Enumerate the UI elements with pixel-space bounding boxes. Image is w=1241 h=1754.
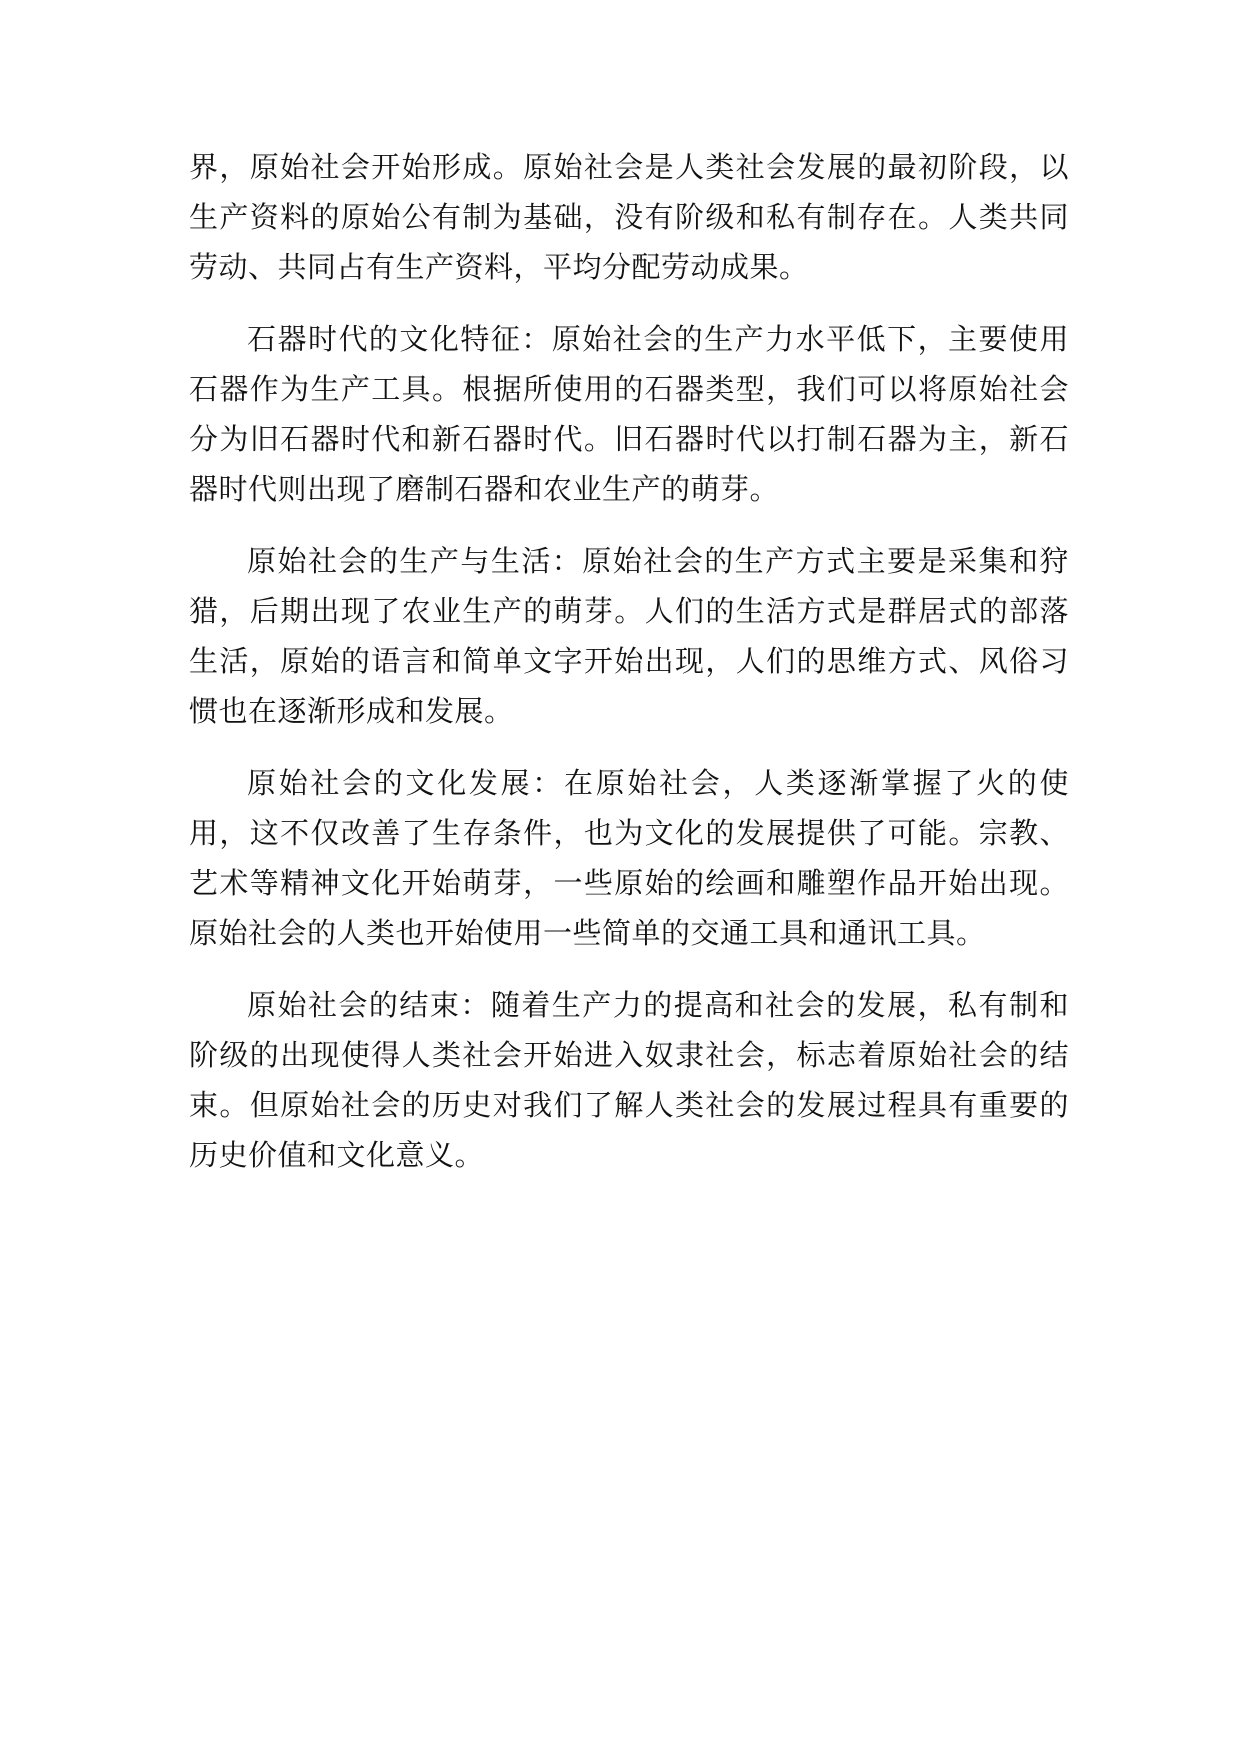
paragraph-4: 原始社会的文化发展：在原始社会，人类逐渐掌握了火的使用，这不仅改善了生存条件，也为文化的发展提供了可能。宗教、艺术等精神文化开始萌芽，一些原始的绘画和雕塑作品开始出现。原始社会的人类也开始使用一些简单的交通工具和通讯工具。 xyxy=(189,766,1069,950)
paragraph-2: 石器时代的文化特征：原始社会的生产力水平低下，主要使用石器作为生产工具。根据所使用的石器类型，我们可以将原始社会分为旧石器时代和新石器时代。旧石器时代以打制石器为主，新石器时代则出现了磨制石器和农业生产的萌芽。 xyxy=(189,322,1069,506)
document-body xyxy=(189,142,1069,1180)
paragraph-1: 界，原始社会开始形成。原始社会是人类社会发展的最初阶段，以生产资料的原始公有制为基础，没有阶级和私有制存在。人类共同劳动、共同占有生产资料，平均分配劳动成果。 xyxy=(189,150,1069,284)
paragraph-3: 原始社会的生产与生活：原始社会的生产方式主要是采集和狩猎，后期出现了农业生产的萌芽。人们的生活方式是群居式的部落生活，原始的语言和简单文字开始出现，人们的思维方式、风俗习惯也在逐渐形成和发展。 xyxy=(189,544,1069,728)
paragraph-5: 原始社会的结束：随着生产力的提高和社会的发展，私有制和阶级的出现使得人类社会开始进入奴隶社会，标志着原始社会的结束。但原始社会的历史对我们了解人类社会的发展过程具有重要的历史价值和文化意义。 xyxy=(189,988,1069,1172)
